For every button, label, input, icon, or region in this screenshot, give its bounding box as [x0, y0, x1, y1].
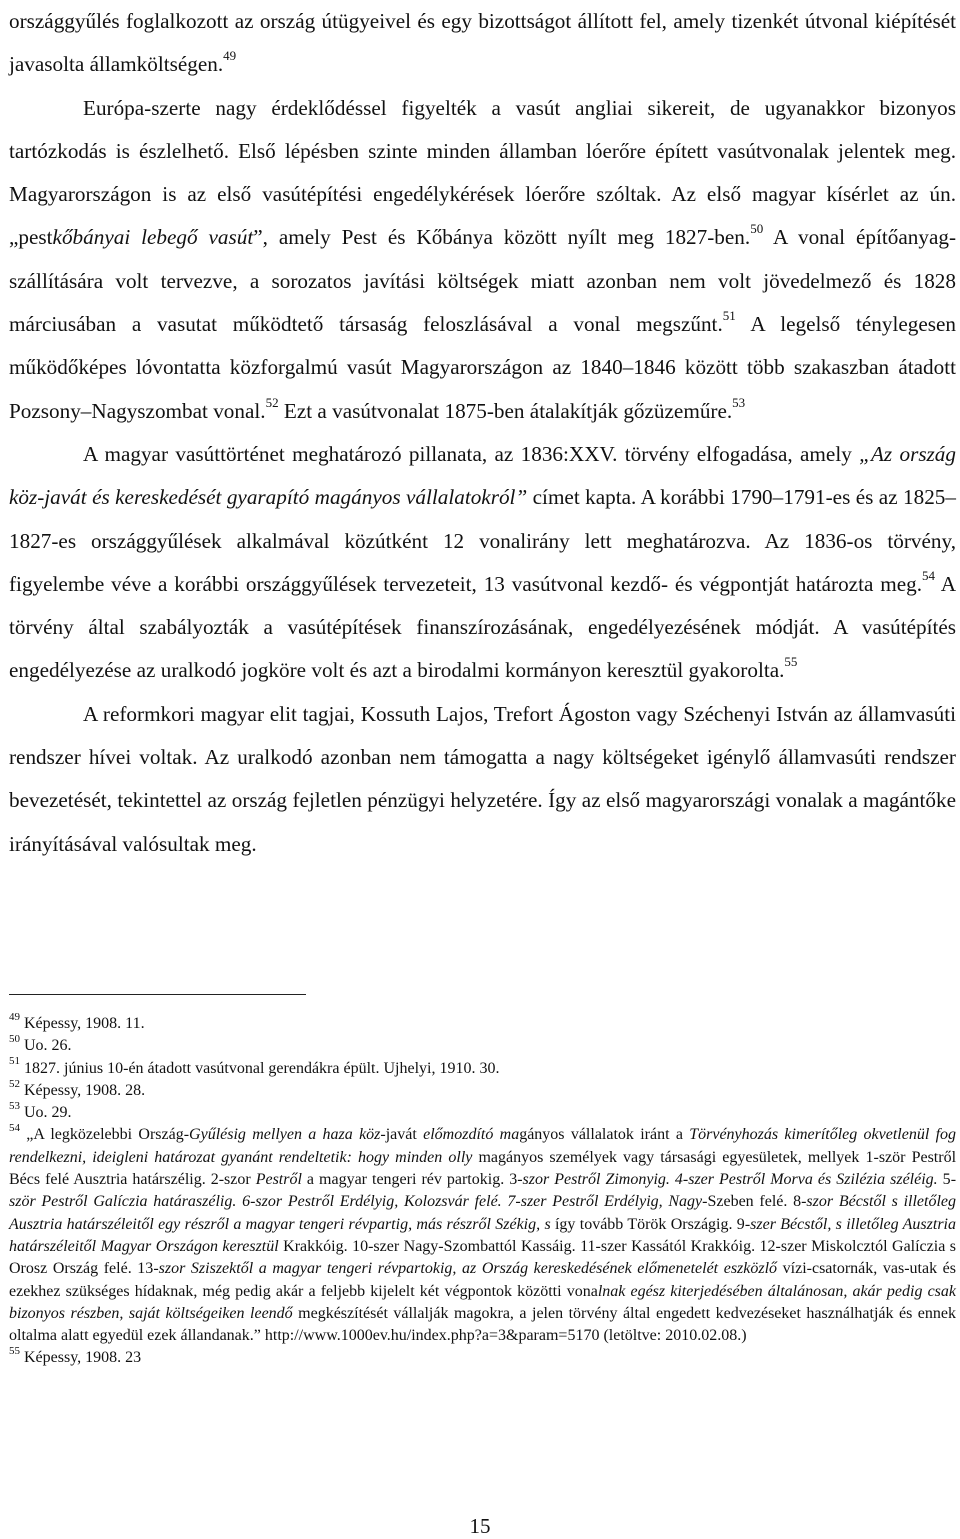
footnote-italic: Törvényhozás kimerítőleg okvetlenül fog rendelkezni, ideigleni határozat gyanánt rendeltetik: hogy minden olly [9, 1126, 957, 1166]
text-run: A vonal építőanyag-szállítására volt tervezve, a sorozatos javítási költségek miatt azonban nem volt jövedelmező és 1828 márciusában a vasutat működtető társaság feloszlásával a vonal megszűnt. [9, 225, 956, 337]
footnote-italic: Pestről [255, 1171, 302, 1189]
footnote-text: Uo. 29. [20, 1104, 72, 1122]
paragraph-1 [9, 0, 956, 87]
footnote-italic: lnak egész kiterjedésében általánosan, akár pedig csak bizonyos részben, saját költségeiken leendő [9, 1282, 957, 1322]
footnote-text: így tovább Török Országig. 9 [550, 1215, 745, 1233]
footnote-ref[interactable]: 52 [265, 394, 279, 410]
footnote [9, 1099, 956, 1124]
footnote-italic: -szor Pestről Zimonyig. 4-szer Pestről Morva és Szilézia széléig. [517, 1171, 938, 1189]
text-run: országgyűlés foglalkozott az ország útügyeivel és egy bizottságot állított fel, amely tizenkét útvonal kiépítését javasolta államköltségen. [9, 9, 956, 77]
text-run: ”, amely Pest és Kőbánya között nyílt meg 1827-ben. [253, 225, 751, 250]
text-run: Ezt a vasútvonalat 1875-ben átalakítják gőzüzeműre. [278, 398, 733, 423]
footnote-text: megkészítését vállalják magokra, a jelen törvény által engedett kedvezéseket használhatják és ennek oltalma alatt egyedül ezek állandanak.” http://www.1000ev.hu/index.php?a=3&param=5170 (letöltve: 2010.02.08.) [9, 1304, 956, 1345]
footnotes [9, 1010, 957, 1370]
footnote-italic: előmozdító ma [423, 1126, 520, 1144]
page-number: 15 [469, 1514, 491, 1538]
text-run: Európa-szerte nagy érdeklődéssel figyelték a vasút angliai sikereit, de ugyanakkor bizonyos tartózkodás is észlelhető. Első lépésben szinte minden államban lóerőre épített vasútvonalak jelentek meg. Magyarországon is az első vasútépítési engedélykérések lóerőre szóltak. Az első magyar kísérlet az ún. „pest [9, 95, 956, 250]
paragraph-2 [9, 87, 956, 433]
footnote-text: 1827. június 10-én átadott vasútvonal gerendákra épült. Ujhelyi, 1910. 30. [20, 1059, 500, 1077]
footnote-text: -Szeben felé. 8 [702, 1193, 802, 1211]
footnote-text: Képessy, 1908. 23 [20, 1349, 142, 1367]
footnote [9, 1055, 956, 1080]
footnote-number: 52 [9, 1077, 20, 1090]
footnote-text: Uo. 26. [20, 1037, 72, 1055]
footnote-number: 50 [9, 1032, 20, 1045]
footnote-number: 53 [9, 1099, 20, 1112]
footnote-number: 55 [9, 1345, 20, 1358]
footnote-ref[interactable]: 51 [722, 308, 736, 324]
footnote-italic: -szor Sziszektől a magyar tengeri révpartokig, az Ország kereskedésének előmenetelét eszközlő [153, 1260, 778, 1278]
footnote-ref[interactable]: 55 [784, 654, 798, 670]
footnote [9, 1010, 956, 1035]
footnote [9, 1347, 956, 1369]
text-run: A magyar vasúttörténet meghatározó pillanata, az 1836:XXV. törvény elfogadása, amely [83, 441, 860, 466]
footnote-separator [9, 994, 306, 995]
footnote [9, 1032, 956, 1057]
footnote-text: a magyar tengeri rév partokig. 3 [301, 1171, 518, 1189]
text-run: A reformkori magyar elit tagjai, Kossuth Lajos, Trefort Ágoston vagy Széchenyi István az államvasúti rendszer hívei voltak. Az uralkodó azonban nem támogatta a nagy költségeket igénylő államvasúti rendszer bevezetését, tekintettel az ország fejletlen pénzügyi helyzetére. Így az első magyarországi vonalak a magántőke irányításával valósultak meg. [9, 701, 956, 856]
italic-run: „Az ország köz-javát és kereskedését gyarapító magányos vállalatokról” [9, 441, 956, 510]
footnote-54 [9, 1124, 956, 1347]
paragraph-3 [9, 433, 956, 693]
text-run: címet kapta. A korábbi 1790–1791-es és az 1825–1827-es országgyűlések alkalmával közútként 12 vonalirány lett meghatározva. Az 1836-os törvény, figyelembe véve a korábbi országgyűlések tervezeteit, 13 vasútvonal kezdő- és végpontját határozta meg. [9, 485, 956, 596]
text-run: A legelső ténylegesen működőképes lóvontatta közforgalmú vasút Magyarországon az 1840–1846 között több szakaszban átadott Pozsony–Nagyszombat vonal. [9, 312, 956, 423]
footnote-ref[interactable]: 54 [922, 567, 935, 583]
footnote-ref[interactable]: 49 [223, 48, 237, 64]
text-run: A törvény által szabályozták a vasútépítések finanszírozásának, engedélyezésének módját. A vasútépítés engedélyezése az uralkodó jogköre volt és azt a birodalmi kormányon keresztül gyakorolta. [9, 571, 956, 683]
footnote-text: 5 [937, 1171, 951, 1189]
footnote-italic: -szer Bécstől, s illetőleg Ausztria határszéleitől Magyar Országon keresztül [9, 1215, 956, 1255]
footnote-number: 54 [9, 1122, 20, 1135]
footnote-text: Képessy, 1908. 11. [20, 1015, 145, 1032]
footnote-text: Képessy, 1908. 28. [20, 1081, 146, 1099]
italic-run: kőbányai lebegő vasút [52, 225, 254, 250]
footnote-text: gányos vállalatok iránt a [519, 1126, 690, 1144]
footnote [9, 1077, 956, 1102]
footnote-text: Krakkóig. 10-szer Nagy-Szombattól Kassáig. 11-szer Kassától Krakkóig. 12-szer Miskolcztól Galíczia s Orosz Ország felé. 13 [9, 1237, 957, 1278]
paragraph-4 [9, 693, 956, 866]
body-text [9, 0, 956, 866]
footnote-italic: Gyűlésig mellyen a haza köz- [189, 1126, 386, 1144]
footnote-italic: -ször Pestről Galíczia határaszélig. 6-szor Pestről Erdélyig, Kolozsvár felé. 7-szer Pestről Erdélyig, Nagy [9, 1171, 957, 1211]
main-text [9, 0, 956, 866]
footnote-italic: -szor Bécstől s illetőleg Ausztria határszéleitől egy részről a magyar tengeri révpartig, más részről Székig, s [9, 1193, 956, 1233]
footnote-text: „A legközelebbi Ország- [20, 1126, 190, 1144]
footnote-text: vízi-csatornák, vas-utak és ezekhez szükséges hídaknak, még pedig akár a feljebb kijelelt két végpontok közötti vona [9, 1260, 957, 1300]
footnote-number: 49 [9, 1010, 20, 1023]
footnote-text: javát [385, 1126, 424, 1144]
footnote-text: magányos személyek vagy társasági egyesületek, mellyek 1-ször Pestről Bécs felé Ausztria határszélig. 2-szor [9, 1148, 957, 1189]
footnote-ref[interactable]: 53 [732, 394, 746, 410]
footnote-ref[interactable]: 50 [750, 221, 764, 237]
footnote-number: 51 [9, 1055, 20, 1068]
